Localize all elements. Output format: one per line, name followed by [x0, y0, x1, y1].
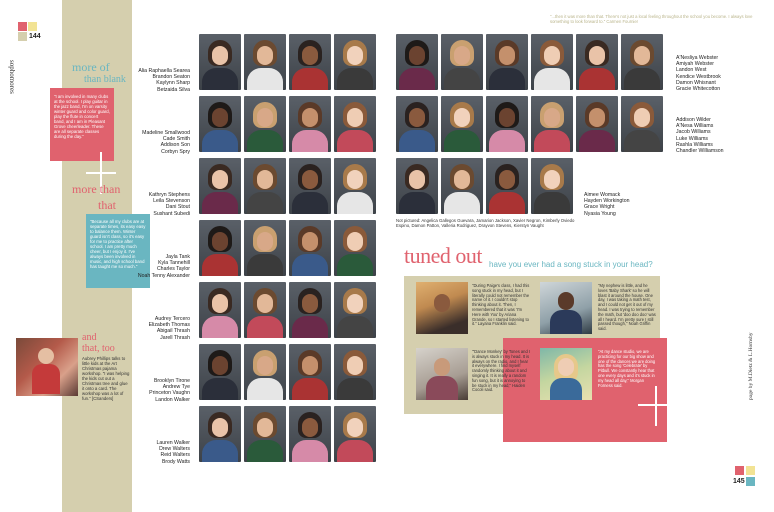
- portrait-shirt: [489, 192, 525, 214]
- portrait-face: [499, 170, 515, 189]
- headline-more-than-accent: that: [98, 198, 116, 212]
- tuned-out-quote-3: "'Dance Monkey' by Tones and I is always stuck in my head. It is always on the radio, and I hear it everywhere. I find myself randomly thinking about it and singing it. It is really a random fun song, but it is annoying to be stuck in my head," Haiden Cocoli said.: [472, 349, 531, 393]
- student-name: Grace Wright: [584, 204, 615, 211]
- credit-line: page by M.Dietz & L.Hornsby: [748, 332, 754, 400]
- portrait-face: [257, 46, 273, 65]
- portrait-face: [347, 356, 363, 375]
- portrait-face: [302, 170, 318, 189]
- student-portrait: [576, 96, 618, 152]
- portrait-face: [499, 46, 515, 65]
- page-number-square-yellow: [28, 22, 37, 31]
- portrait-face: [347, 170, 363, 189]
- student-name: Rashla Williams: [676, 141, 713, 148]
- portrait-face: [302, 108, 318, 127]
- portrait-face: [544, 108, 560, 127]
- plus-decoration-right-bar: [638, 404, 674, 406]
- student-portrait: [199, 158, 241, 214]
- student-name: Andrew Tye: [162, 384, 190, 391]
- portrait-shirt: [337, 68, 373, 90]
- portrait-face: [409, 108, 425, 127]
- portrait-face: [257, 108, 273, 127]
- student-portrait: [289, 344, 331, 400]
- name-block-row-2: [130, 130, 190, 155]
- student-portrait: [621, 34, 663, 90]
- student-portrait: [531, 96, 573, 152]
- student-name: Elizabeth Thomas: [148, 322, 190, 329]
- student-name: Corbyn Spry: [161, 148, 190, 155]
- student-name: Brooklyn Tirone: [153, 378, 190, 384]
- name-block-row-4: [130, 254, 190, 279]
- portrait-shirt: [247, 254, 283, 276]
- photo-face: [558, 292, 574, 310]
- student-name: Nyasia Young: [584, 210, 616, 217]
- portrait-face: [454, 170, 470, 189]
- headline-more-of-text: more of: [72, 60, 110, 74]
- portrait-face: [257, 170, 273, 189]
- student-name: Amiyah Webster: [676, 61, 714, 68]
- portrait-face: [589, 46, 605, 65]
- tuned-out-photo-2: [540, 282, 592, 334]
- student-portrait: [289, 406, 331, 462]
- portrait-face: [257, 294, 273, 313]
- name-block-row-7: [130, 440, 190, 465]
- student-name: Landon Walker: [155, 396, 190, 403]
- portrait-shirt: [202, 378, 238, 400]
- student-name: A'Nesa Williams: [676, 123, 714, 130]
- portrait-shirt: [534, 130, 570, 152]
- portrait-shirt: [624, 68, 660, 90]
- student-portrait: [486, 96, 528, 152]
- student-name: Kaylynn Sharp: [156, 80, 190, 87]
- student-portrait: [334, 34, 376, 90]
- student-name: Addison Son: [160, 142, 190, 149]
- left-page-number: 144: [29, 33, 41, 40]
- student-name: Luke Williams: [676, 135, 708, 142]
- student-name: Charles Taylor: [156, 266, 190, 273]
- portrait-face: [544, 170, 560, 189]
- student-portrait: [334, 158, 376, 214]
- student-portrait: [621, 96, 663, 152]
- portrait-shirt: [444, 192, 480, 214]
- student-name: Sushant Subedi: [153, 210, 190, 217]
- name-block-row-6: [130, 378, 190, 403]
- page-number-square-pink-right: [735, 466, 744, 475]
- headline-more-of-accent: than blank: [84, 74, 126, 85]
- portrait-shirt: [399, 68, 435, 90]
- student-name: Madeline Smallwood: [142, 130, 190, 136]
- name-block-right-1: [676, 55, 756, 92]
- student-portrait: [396, 96, 438, 152]
- plus-decoration-left-bar: [86, 172, 116, 174]
- portrait-shirt: [489, 130, 525, 152]
- portrait-shirt: [292, 192, 328, 214]
- student-name: Addison Wilder: [676, 117, 711, 123]
- portrait-shirt: [292, 316, 328, 338]
- right-page-number: 145: [733, 478, 745, 485]
- name-block-right-2: [676, 117, 756, 154]
- portrait-shirt: [202, 254, 238, 276]
- headline-and: and: [82, 332, 97, 343]
- photo-body: [426, 376, 458, 400]
- student-portrait: [199, 282, 241, 338]
- portrait-shirt: [337, 254, 373, 276]
- student-name: Lauren Walker: [156, 440, 190, 446]
- headline-more-than: more than: [72, 182, 121, 196]
- student-portrait: [486, 158, 528, 214]
- student-name: Dani Stout: [165, 204, 190, 211]
- portrait-face: [634, 108, 650, 127]
- headline-more-of: [72, 60, 110, 75]
- student-name: Betzaida Silva: [157, 86, 190, 93]
- portrait-face: [347, 294, 363, 313]
- portrait-shirt: [399, 192, 435, 214]
- student-name: Gracie Whitecotton: [676, 86, 721, 93]
- tuned-out-photo-3: [416, 348, 468, 400]
- portrait-shirt: [337, 316, 373, 338]
- portrait-shirt: [489, 68, 525, 90]
- name-block-row-1: [130, 68, 190, 93]
- student-name: Kathryn Stephens: [148, 192, 190, 198]
- not-pictured: Not pictured: Angelica Gallegos Guevara, Jamarion Jackson, Xavier Negron, Kimberly Oviedo Espino, Damon Patton, Valleria Rodriguez, Drayvon Stevens, Kierstyn Vaught: [396, 218, 575, 228]
- portrait-face: [347, 418, 363, 437]
- student-name: Chandler Williamson: [676, 148, 724, 155]
- portrait-shirt: [292, 440, 328, 462]
- portrait-face: [302, 356, 318, 375]
- portrait-face: [302, 46, 318, 65]
- student-name: Drew Walters: [159, 446, 190, 453]
- name-block-row-5: [130, 316, 190, 341]
- tuned-out-quote-4: "At my dance studio, we are practicing for our big show and one of the dances we are doing has the song 'Celebrate' by Pitbull. We constantly hear that one every days and it's stuck in my head all day," Morgan Forness said.: [598, 349, 656, 388]
- portrait-face: [409, 170, 425, 189]
- photo-body: [550, 378, 582, 400]
- headline-and-accent: that, too: [82, 343, 115, 354]
- portrait-face: [212, 232, 228, 251]
- tuned-out-quote-1: "During Paige's class, I had this song stuck in my head, but I literally could not remember the name of it. I couldn't stop thinking about it. Then, I remembered that it was 'I'm Here with You' by Ariana Grande, so I started listening to it." Layana Franklin said.: [472, 283, 530, 327]
- student-name: Reid Walters: [160, 452, 190, 459]
- portrait-shirt: [579, 68, 615, 90]
- student-name: Alia Raphaella Searea: [138, 68, 190, 74]
- student-portrait: [289, 282, 331, 338]
- portrait-face: [347, 108, 363, 127]
- student-portrait: [441, 158, 483, 214]
- portrait-shirt: [292, 130, 328, 152]
- student-name: Jacob Williams: [676, 129, 711, 136]
- student-portrait: [199, 344, 241, 400]
- portrait-shirt: [534, 68, 570, 90]
- student-portrait: [486, 34, 528, 90]
- student-name: Hayden Workington: [584, 198, 630, 205]
- student-name: Damon Whisnant: [676, 79, 716, 86]
- portrait-shirt: [624, 130, 660, 152]
- portrait-face: [409, 46, 425, 65]
- student-name: Aimee Womack: [584, 192, 621, 198]
- student-portrait: [244, 220, 286, 276]
- student-portrait: [244, 282, 286, 338]
- photo-body: [550, 310, 582, 334]
- portrait-shirt: [292, 254, 328, 276]
- student-name: Audrey Tercero: [154, 316, 190, 322]
- student-portrait: [531, 158, 573, 214]
- top-quote: "...then it was more than that. There's not just a local feeling throughout the school you become. I always love something to look forward to." Carmen Fournier: [550, 14, 753, 24]
- page-number-square-teal-right: [746, 477, 755, 486]
- student-name: Kendice Westbrook: [676, 73, 721, 80]
- student-portrait: [334, 220, 376, 276]
- student-portrait: [396, 158, 438, 214]
- portrait-shirt: [247, 440, 283, 462]
- student-portrait: [289, 34, 331, 90]
- student-portrait: [396, 34, 438, 90]
- student-portrait: [289, 220, 331, 276]
- student-name: Princeton Vaughn: [149, 390, 190, 397]
- portrait-shirt: [247, 316, 283, 338]
- tuned-out-photo-4: [540, 348, 592, 400]
- portrait-face: [499, 108, 515, 127]
- candid-figure: [38, 348, 54, 364]
- student-name: Kyla Tannehill: [158, 260, 190, 267]
- quote1-text: "I am involved in many clubs at the school. I play guitar in the jazz band, I'm on varsity winter guard and color guard, play the flute in concert band, and I am in Pleasant Grove cheerleader. These are all separate classes during the day.": [54, 94, 110, 139]
- student-portrait: [334, 344, 376, 400]
- portrait-shirt: [202, 316, 238, 338]
- portrait-shirt: [247, 192, 283, 214]
- portrait-shirt: [337, 378, 373, 400]
- portrait-face: [212, 294, 228, 313]
- portrait-face: [347, 232, 363, 251]
- portrait-shirt: [337, 130, 373, 152]
- portrait-shirt: [444, 130, 480, 152]
- plus-decoration-right: [655, 386, 657, 426]
- student-portrait: [334, 96, 376, 152]
- portrait-face: [212, 108, 228, 127]
- portrait-shirt: [292, 68, 328, 90]
- caption-art-workshop: Aubrey Phillips talks to little kids at the Art Christmas pajama workshop. "I was helping the kids cut out a Christmas tree and glue it onto a card. The workshop was a lot of fun." [CSanders]: [82, 356, 130, 401]
- portrait-face: [454, 108, 470, 127]
- portrait-face: [302, 418, 318, 437]
- portrait-shirt: [247, 68, 283, 90]
- portrait-shirt: [202, 192, 238, 214]
- student-portrait: [441, 96, 483, 152]
- student-portrait: [244, 96, 286, 152]
- photo-face: [434, 358, 450, 376]
- name-block-row-3: [130, 192, 190, 217]
- portrait-shirt: [202, 68, 238, 90]
- portrait-face: [212, 46, 228, 65]
- quote2-text: "Because all my clubs are at separate times, its easy easy to balance them. Winter guard isn't class, so it's easy for me to practice after school. I am pretty much cheer, but I enjoy it. I've always been involved in music, and high school band has taught me so much.": [90, 219, 146, 269]
- student-portrait: [576, 34, 618, 90]
- student-portrait: [244, 158, 286, 214]
- portrait-face: [257, 356, 273, 375]
- student-portrait: [289, 158, 331, 214]
- portrait-shirt: [202, 130, 238, 152]
- student-portrait: [334, 282, 376, 338]
- candid-figure-body: [32, 364, 60, 394]
- student-name: Abigail Thrash: [156, 328, 190, 335]
- student-name: Landon West: [676, 67, 707, 74]
- page-number-square-tan: [18, 32, 27, 41]
- student-name: Jayla Tank: [165, 254, 190, 260]
- portrait-face: [634, 46, 650, 65]
- portrait-shirt: [292, 378, 328, 400]
- portrait-face: [454, 46, 470, 65]
- portrait-shirt: [247, 378, 283, 400]
- student-name: Noah Tenny Alexander: [137, 272, 190, 279]
- name-block-right-3: [584, 192, 654, 217]
- portrait-face: [212, 356, 228, 375]
- tuned-out-photo-1: [416, 282, 468, 334]
- student-portrait: [199, 406, 241, 462]
- student-portrait: [334, 406, 376, 462]
- student-portrait: [531, 34, 573, 90]
- portrait-face: [302, 294, 318, 313]
- portrait-face: [212, 418, 228, 437]
- student-portrait: [199, 34, 241, 90]
- portrait-shirt: [399, 130, 435, 152]
- student-portrait: [244, 406, 286, 462]
- portrait-shirt: [202, 440, 238, 462]
- section-label: sophomores: [8, 60, 16, 94]
- portrait-face: [589, 108, 605, 127]
- portrait-face: [257, 232, 273, 251]
- tuned-out-title: tuned out: [404, 243, 482, 268]
- tuned-out-subtitle: have you ever had a song stuck in your head?: [489, 260, 653, 269]
- student-portrait: [199, 96, 241, 152]
- student-portrait: [244, 34, 286, 90]
- portrait-face: [302, 232, 318, 251]
- student-name: Jarell Thrash: [160, 334, 190, 341]
- student-name: Cade Smith: [162, 136, 190, 143]
- student-portrait: [441, 34, 483, 90]
- page-number-square-yellow-right: [746, 466, 755, 475]
- candid-photo-art-workshop: [16, 338, 78, 396]
- student-name: A'Nesliya Webster: [676, 55, 719, 61]
- portrait-shirt: [579, 130, 615, 152]
- student-name: Leila Stevenson: [153, 198, 190, 205]
- photo-face: [558, 358, 574, 376]
- portrait-shirt: [444, 68, 480, 90]
- portrait-shirt: [337, 192, 373, 214]
- portrait-face: [544, 46, 560, 65]
- tuned-out-quote-2: "My nephew is little, and he loves 'Baby Shark' so he will blast it around the house. One day, I was taking a math test, and I could not get it out of my head. I was trying to remember the math, but 'doo doo doo' was all I heard. I'm pretty sure I still passed though," Noah Griffin said.: [598, 283, 656, 332]
- student-portrait: [289, 96, 331, 152]
- portrait-shirt: [534, 192, 570, 214]
- page-number-square-pink: [18, 22, 27, 31]
- portrait-face: [257, 418, 273, 437]
- student-name: Brandon Seaton: [152, 74, 190, 81]
- portrait-face: [347, 46, 363, 65]
- portrait-shirt: [247, 130, 283, 152]
- portrait-shirt: [337, 440, 373, 462]
- photo-face: [434, 294, 450, 312]
- student-name: Brody Watts: [161, 458, 190, 465]
- student-portrait: [199, 220, 241, 276]
- portrait-face: [212, 170, 228, 189]
- student-portrait: [244, 344, 286, 400]
